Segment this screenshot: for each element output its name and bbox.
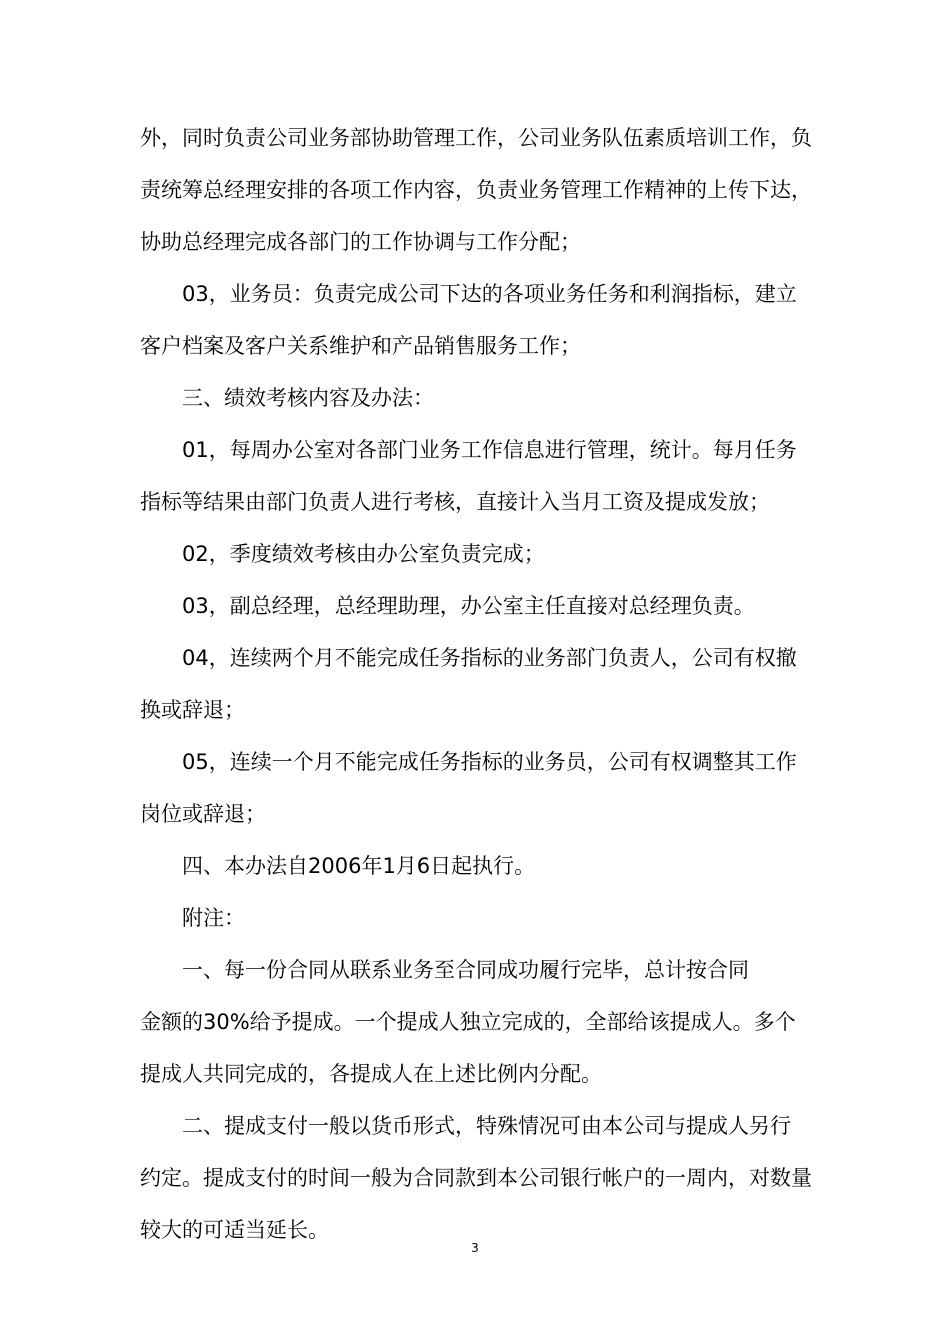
section-heading-3: 三、绩效考核内容及办法： [140,386,434,410]
body-text [140,118,820,1262]
text-line-14: 岗位或辞退； [140,802,266,826]
text-line-12: 换或辞退； [140,698,245,722]
text-line-17: 一、每一份合同从联系业务至合同成功履行完毕，总计按合同 [140,958,749,982]
text-line-18: 金额的30%给予提成。一个提成人独立完成的，全部给该提成人。多个 [140,1010,796,1034]
text-line-8: 指标等结果由部门负责人进行考核，直接计入当月工资及提成发放； [140,490,770,514]
text-line-3: 协助总经理完成各部门的工作协调与工作分配； [140,230,581,254]
section-heading-4: 四、本办法自2006年1月6日起执行。 [140,854,536,878]
appendix-heading: 附注： [140,906,245,930]
page-number: 3 [471,1241,479,1255]
text-line-7: 01，每周办公室对各部门业务工作信息进行管理，统计。每月任务 [140,438,797,462]
text-line-9: 02，季度绩效考核由办公室负责完成； [140,542,545,566]
text-line-19: 提成人共同完成的，各提成人在上述比例内分配。 [140,1062,602,1086]
text-line-21: 约定。提成支付的时间一般为合同款到本公司银行帐户的一周内，对数量 [140,1166,812,1190]
text-line-13: 05，连续一个月不能完成任务指标的业务员，公司有权调整其工作 [140,750,797,774]
text-line-2: 责统筹总经理安排的各项工作内容，负责业务管理工作精神的上传下达， [140,178,812,202]
text-line-4: 03，业务员：负责完成公司下达的各项业务任务和利润指标，建立 [140,282,797,306]
text-line-5: 客户档案及客户关系维护和产品销售服务工作； [140,334,581,358]
text-line-20: 二、提成支付一般以货币形式，特殊情况可由本公司与提成人另行 [140,1114,791,1138]
text-line-11: 04，连续两个月不能完成任务指标的业务部门负责人，公司有权撤 [140,646,797,670]
text-line-1: 外，同时负责公司业务部协助管理工作，公司业务队伍素质培训工作，负 [140,126,812,150]
text-line-22: 较大的可适当延长。 [140,1218,329,1242]
text-line-10: 03，副总经理，总经理助理，办公室主任直接对总经理负责。 [140,594,755,618]
